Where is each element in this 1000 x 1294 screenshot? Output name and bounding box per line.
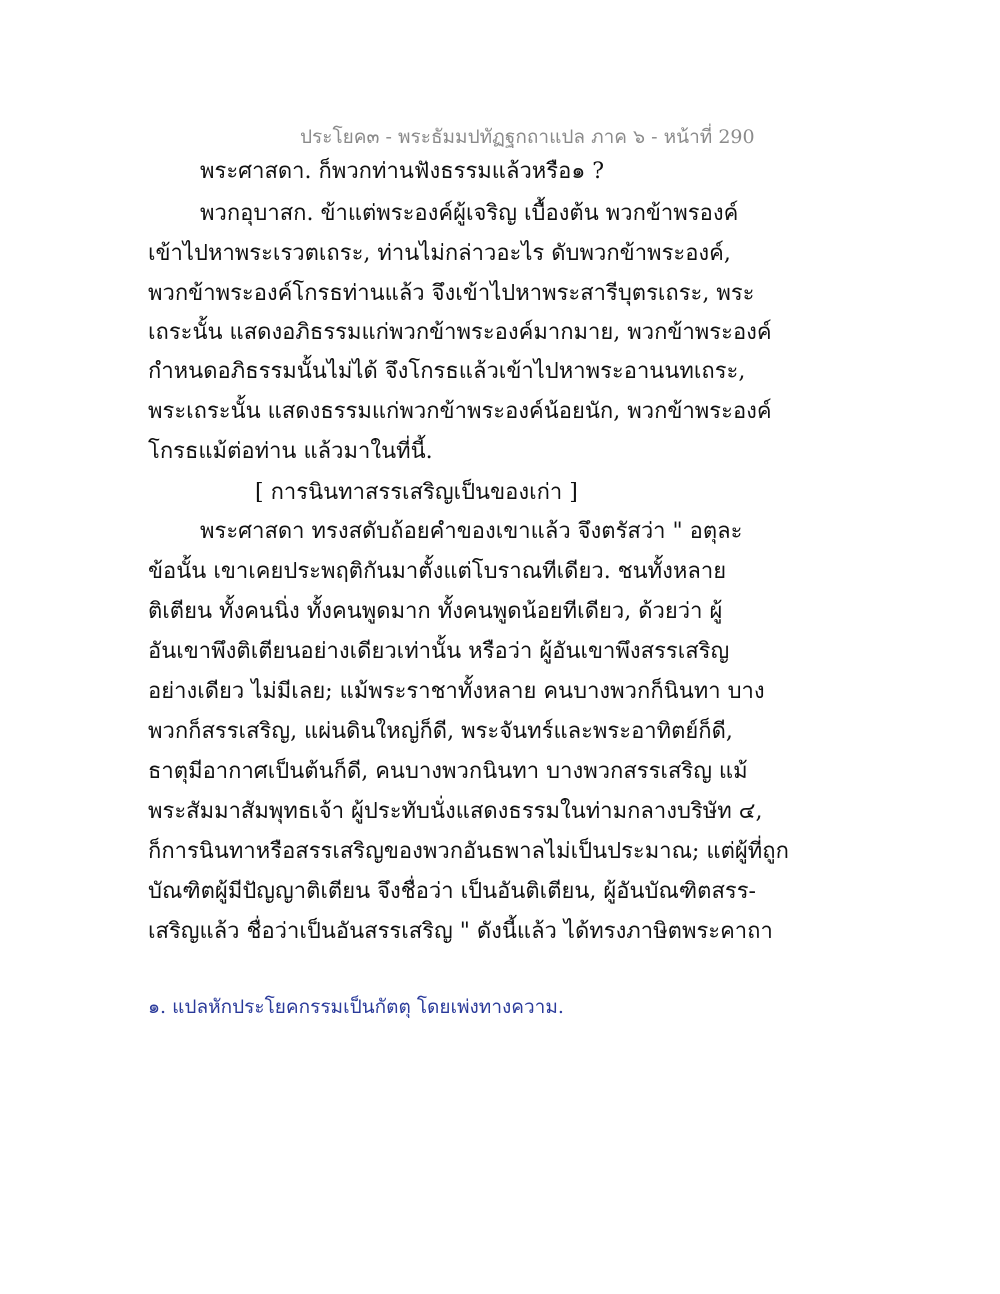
text-line-20: เสริญแล้ว ชื่อว่าเป็นอันสรรเสริญ " ดังนี้แล้ว ได้ทรงภาษิตพระคาถา	[148, 919, 773, 944]
text-line-6: กำหนดอภิธรรมนั้นไม่ได้ จึงโกรธแล้วเข้าไปหาพระอานนทเถระ,	[148, 359, 746, 384]
footnote: ๑. แปลหักประโยคกรรมเป็นกัตตุ โดยเพ่งทางความ.	[148, 996, 564, 1018]
text-line-19: บัณฑิตผู้มีปัญญาติเตียน จึงชื่อว่า เป็นอันติเตียน, ผู้อันบัณฑิตสรร-	[148, 879, 756, 904]
text-line-4: พวกข้าพระองค์โกรธท่านแล้ว จึงเข้าไปหาพระสารีบุตรเถระ, พระ	[148, 281, 755, 306]
text-line-15: พวกก็สรรเสริญ, แผ่นดินใหญ่ก็ดี, พระจันทร์และพระอาทิตย์ก็ดี,	[148, 719, 733, 744]
text-line-11: ข้อนั้น เขาเคยประพฤติกันมาตั้งแต่โบราณทีเดียว. ชนทั้งหลาย	[148, 559, 727, 584]
text-line-10: พระศาสดา ทรงสดับถ้อยคำของเขาแล้ว จึงตรัสว่า " อตุละ	[200, 519, 743, 544]
text-line-5: เถระนั้น แสดงอภิธรรมแก่พวกข้าพระองค์มากมาย, พวกข้าพระองค์	[148, 320, 772, 345]
text-line-18: ก็การนินทาหรือสรรเสริญของพวกอันธพาลไม่เป็นประมาณ; แต่ผู้ที่ถูก	[148, 839, 789, 864]
text-line-16: ธาตุมีอากาศเป็นต้นก็ดี, คนบางพวกนินทา บางพวกสรรเสริญ แม้	[148, 759, 748, 784]
text-line-3: เข้าไปหาพระเรวตเถระ, ท่านไม่กล่าวอะไร ดับพวกข้าพระองค์,	[148, 241, 731, 266]
section-heading: [ การนินทาสรรเสริญเป็นของเก่า ]	[255, 480, 578, 505]
text-line-8: โกรธแม้ต่อท่าน แล้วมาในที่นี้.	[148, 439, 433, 464]
text-line-2: พวกอุบาสก. ข้าแต่พระองค์ผู้เจริญ เบื้องต้น พวกข้าพรองค์	[200, 201, 739, 226]
text-line-13: อันเขาพึงติเตียนอย่างเดียวเท่านั้น หรือว่า ผู้อันเขาพึงสรรเสริญ	[148, 639, 730, 664]
text-line-17: พระสัมมาสัมพุทธเจ้า ผู้ประทับนั่งแสดงธรรมในท่ามกลางบริษัท ๔,	[148, 799, 763, 824]
page-header: ประโยค๓ - พระธัมมปทัฏฐกถาแปล ภาค ๖ - หน้าที่ 290	[300, 126, 755, 148]
text-line-7: พระเถระนั้น แสดงธรรมแก่พวกข้าพระองค์น้อยนัก, พวกข้าพระองค์	[148, 399, 772, 424]
text-line-1: พระศาสดา. ก็พวกท่านฟังธรรมแล้วหรือ๑ ?	[200, 159, 605, 184]
text-line-14: อย่างเดียว ไม่มีเลย; แม้พระราชาทั้งหลาย คนบางพวกก็นินทา บาง	[148, 679, 765, 704]
text-line-12: ติเตียน ทั้งคนนิ่ง ทั้งคนพูดมาก ทั้งคนพูดน้อยทีเดียว, ด้วยว่า ผู้	[148, 599, 723, 624]
